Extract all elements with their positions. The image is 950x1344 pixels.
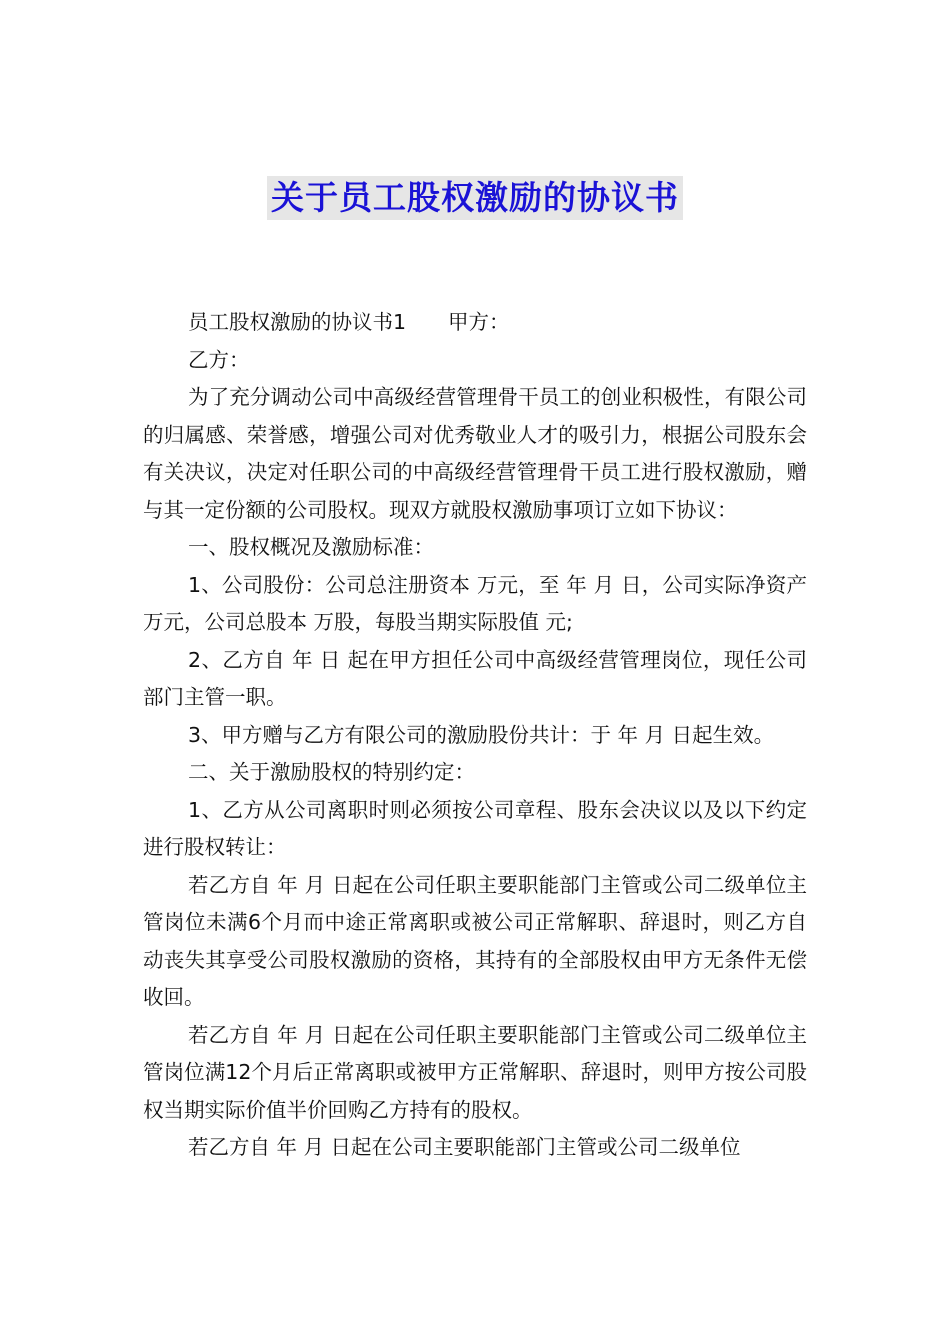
- paragraph: 若乙方自 年 月 日起在公司任职主要职能部门主管或公司二级单位主管岗位未满6个月而中途正常离职或被公司正常解职、辞退时，则乙方自动丧失其享受公司股权激励的资格，其持有的全部股权由甲方无条件无偿收回。: [143, 872, 807, 1009]
- section-heading: 二、关于激励股权的特别约定：: [188, 760, 475, 784]
- paragraph: 1、乙方从公司离职时则必须按公司章程、股东会决议以及以下约定进行股权转让：: [143, 797, 807, 859]
- agreement-heading: 员工股权激励的协议书1: [188, 310, 407, 334]
- paragraph: 若乙方自 年 月 日起在公司任职主要职能部门主管或公司二级单位主管岗位满12个月后正常离职或被甲方正常解职、辞退时，则甲方按公司股权当期实际价值半价回购乙方持有的股权。: [143, 1022, 807, 1122]
- document-body: [143, 304, 807, 1167]
- paragraph-heading-line: [143, 304, 807, 342]
- paragraph: 若乙方自 年 月 日起在公司主要职能部门主管或公司二级单位: [188, 1135, 741, 1159]
- paragraph: 3、甲方赠与乙方有限公司的激励股份共计：于 年 月 日起生效。: [188, 722, 775, 747]
- paragraph: 乙方：: [188, 347, 250, 372]
- paragraph: 2、乙方自 年 日 起在甲方担任公司中高级经营管理岗位，现任公司部门主管一职。: [143, 647, 807, 709]
- document-title: 关于员工股权激励的协议书: [267, 176, 683, 220]
- party-a-label: 甲方：: [448, 310, 510, 334]
- section-heading: 一、股权概况及激励标准：: [188, 535, 434, 559]
- paragraph: 为了充分调动公司中高级经营管理骨干员工的创业积极性，有限公司的归属感、荣誉感，增强公司对优秀敬业人才的吸引力，根据公司股东会有关决议，决定对任职公司的中高级经营管理骨干员工进行股权激励，赠与其一定份额的公司股权。现双方就股权激励事项订立如下协议：: [143, 385, 807, 522]
- title-wrapper: [0, 176, 950, 220]
- paragraph: 1、公司股份：公司总注册资本 万元，至 年 月 日，公司实际净资产 万元，公司总股本 万股，每股当期实际股值 元;: [143, 572, 807, 634]
